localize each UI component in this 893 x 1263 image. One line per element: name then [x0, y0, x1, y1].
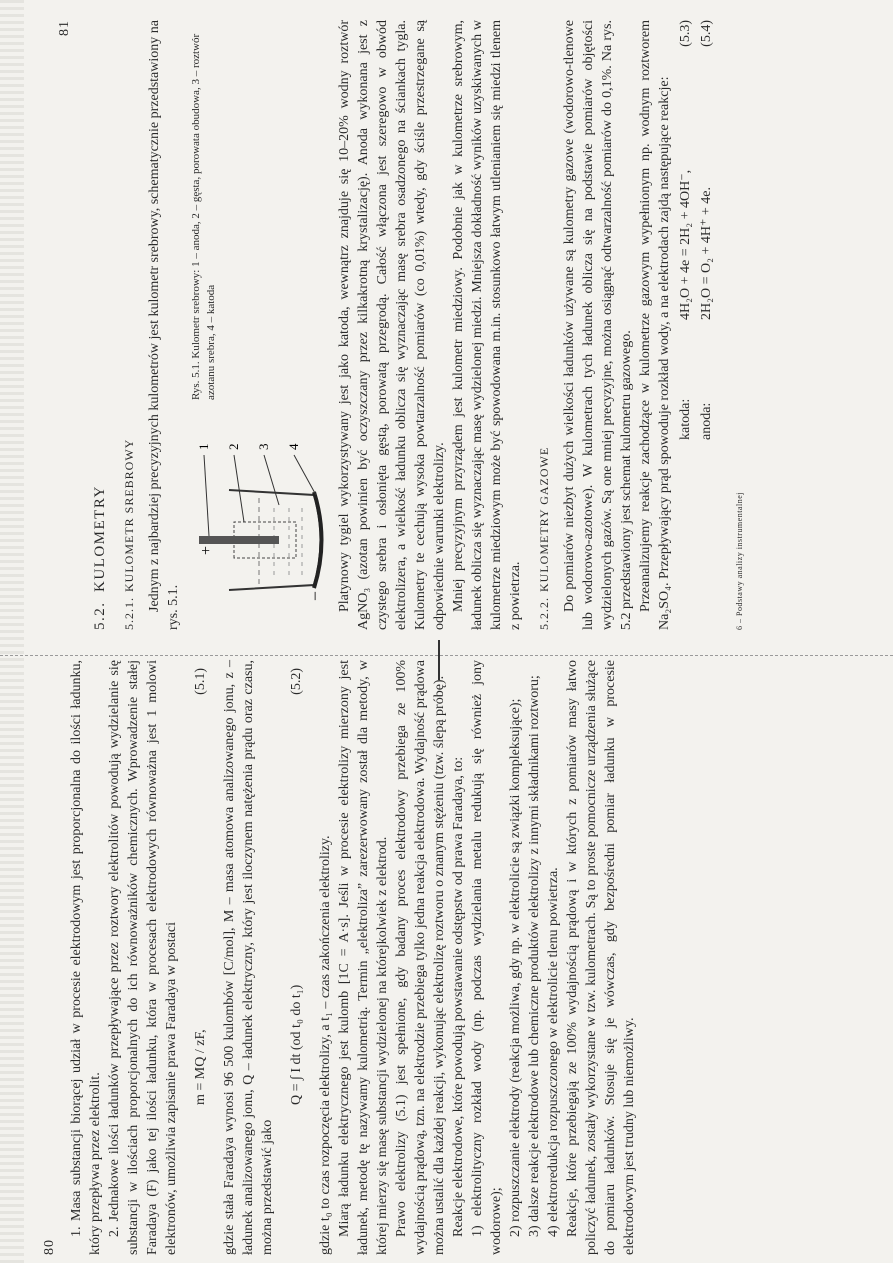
equation-5-1: [191, 660, 210, 1255]
paragraph: 2. Jednakowe ilości ładunków przepływające przez roztwory elektrolitów powodują wydzielanie się substancji w ilościach proporcjonalnych do ich równoważników chemicznych. Wprowadzenie stałej Faradaya (F) jako tej ilości ładunku, która w procesach elektrodowych równoważna jest 1 molowi elektronów, umożliwia zapisanie prawa Faradaya w postaci: [107, 660, 179, 1255]
paragraph: 1. Masa substancji biorącej udział w procesie elektrodowym jest proporcjonalna do ilości ładunku, który przepływa przez elektrolit.: [69, 660, 103, 1255]
paragraph: Miarą ładunku elektrycznego jest kulomb [1C = A·s]. Jeśli w procesie elektrolizy mierzony jest ładunek, metodę tę nazywamy kulometrią. Termin „elektroliza” zarezerwowany został dla metody, w której mierzy się masę substancji wydzielonej na którejkolwiek z elektrod.: [337, 660, 390, 1255]
section-heading: 5.2.KULOMETRY: [92, 485, 108, 630]
page-number: 81: [57, 20, 72, 36]
scan-edge-noise: [0, 0, 24, 1263]
page-81: [55, 20, 845, 630]
page-number: 80: [42, 1239, 57, 1255]
paragraph: gdzie stała Faradaya wynosi 96 500 kulombów [C/mol], M – masa atomowa analizowanego jonu, z – ładunek analizowanego jonu, Q – ładunek elektryczny, który jest iloczynem natężenia prądu oraz czasu, można przedstawić jako: [222, 660, 275, 1255]
page-fold-line: [0, 655, 893, 656]
page-header: [55, 20, 79, 630]
paragraph: Prawo elektrolizy (5.1) jest spełnione, gdy badany proces elektrodowy przebiega ze 100% wydajnością prądową, tzn. na elektrodzie przebiega tylko jedna reakcja elektrodowa. Wydajność prądowa można ustalić dla każdej reakcji, wykonując elektrolizę roztworu o znanym stężeniu (tzw. ślepą próbę).: [394, 660, 447, 1255]
equation-5-2: [287, 660, 306, 1255]
reaction-5-3: [676, 20, 695, 630]
figure-5-1: [189, 20, 329, 630]
reaction-label: katoda:: [678, 398, 693, 440]
reaction-label: anoda:: [699, 402, 714, 440]
paragraph: Przeanalizujemy reakcje zachodzące w kulometrze gazowym wypełnionym np. wodnym roztworem Na₂SO₄. Przepływający prąd spowoduje rozkład wody, a na elektrodach zajdą następujące reakcje:: [638, 20, 672, 630]
figure-caption: Rys. 5.1. Kulometr srebrowy: 1 – anoda, 2 – gęsta, porowata obudowa, 3 – roztwór azotanu srebra, 4 – katoda: [190, 33, 217, 400]
page-footer: 6 – Podstawy analizy instrumentalnej: [735, 492, 744, 630]
paragraph: Mniej precyzyjnym przyrządem jest kulometr miedziowy. Podobnie jak w kulometrze srebrowym, ładunek oblicza się wyznaczając masę wydzielonej miedzi. Mniejsza dokładność wyników uzyskiwanych w kulometrze miedziowym może być spowodowana m.in. stosunkowo łatwym utlenianiem się miedzi tlenem z powietrza.: [451, 20, 523, 630]
equation-number: (5.3): [678, 20, 693, 47]
paragraph: Do pomiarów niezbyt dużych wielkości ładunków używane są kulometry gazowe (wodorowo-tlenowe lub wodorowo-azotowe). W kulometrach tych ładunek oblicza się na podstawie pomiarów objętości wydzielonych gazów. Są one mniej precyzyjne, można osiągnąć odtwarzalność pomiarów do 0,1%. Na rys. 5.2 przedstawiony jest schemat kulometru gazowego.: [562, 20, 634, 630]
list-item: 1) elektrolityczny rozkład wody (np. podczas wydzielania metalu redukują się również jony wodorowe);: [470, 660, 504, 1255]
equation: m = MQ / zF,: [193, 1029, 208, 1105]
figure-label: 2: [226, 443, 241, 450]
paragraph: Reakcje elektrodowe, które powodują powstawanie odstępstw od prawa Faradaya, to:: [451, 756, 466, 1237]
cathode: [314, 492, 322, 588]
paragraph: Reakcje, które przebiegają ze 100% wydajnością prądową i w których z pomiarów masy łatwo policzyć ładunek, zostały wykorzystane w tzw. kulometrach. Są to proste pomocnicze urządzenia służące do pomiaru ładunków. Stosuje się je wówczas, gdy bezpośredni pomiar ładunku w procesie elektrodowym jest trudny lub niemożliwy.: [565, 660, 637, 1255]
subsection-heading: 5.2.2.KULOMETRY GAZOWE: [537, 446, 551, 630]
plus-sign: +: [198, 545, 215, 555]
list-item: 3) dalsze reakcje elektrodowe lub chemiczne produktów elektrolizy z innymi składnikami roztworu;: [527, 675, 542, 1237]
reaction-formula: 2H₂O = O₂ + 4H⁺ + 4e.: [699, 187, 714, 320]
reaction-5-4: [697, 20, 716, 630]
subsection-heading: 5.2.1.KULOMETR SREBROWY: [122, 438, 136, 630]
figure-label: 3: [256, 443, 271, 450]
figure-label: 4: [286, 443, 301, 450]
paragraph: gdzie t₀ to czas rozpoczęcia elektrolizy, a t₁ – czas zakończenia elektrolizy.: [318, 835, 333, 1255]
list-item: 2) rozpuszczanie elektrody (reakcja możliwa, gdy np. w elektrolicie są związki kompleksujące);: [508, 698, 523, 1237]
equation: Q = ∫ I dt (od t₀ do t₁): [289, 984, 304, 1105]
page-80: [40, 660, 840, 1255]
anode-rod: [199, 536, 279, 544]
equation-number: (5.1): [193, 668, 208, 695]
list-item: 4) elektroredukcja rozpuszczonego w elektrolicie tlenu powietrza.: [546, 867, 561, 1237]
reaction-formula: 4H₂O + 4e = 2H₂ + 4OH⁻,: [678, 169, 693, 320]
paragraph: Platynowy tygiel wykorzystywany jest jako katoda, wewnątrz znajduje się 10–20% wodny roztwór AgNO₃ (azotan powinien być oczyszczany przez kilkakrotną krystalizację). Anoda wykonana jest z czystego srebra i osłonięta gęstą, porowatą przegrodą. Całość włączona jest szeregowo w obwód elektrolizera, a wielkość ładunku oblicza się wyznaczając masę srebra osadzonego na ściankach tygla. Kulometry te cechują wysoka powtarzalność pomiarów (co 0,01%) wtedy, gdy ściśle przestrzegane są odpowiednie warunki elektrolizy.: [337, 20, 447, 630]
silver-coulometer-diagram: [189, 410, 329, 630]
equation-number: (5.4): [699, 20, 714, 47]
figure-label: 1: [196, 443, 211, 450]
paragraph: Jednym z najbardziej precyzyjnych kulometrów jest kulometr srebrowy, schematycznie przedstawiony na rys. 5.1.: [147, 20, 181, 630]
minus-sign: –: [306, 592, 323, 600]
equation-number: (5.2): [289, 668, 304, 695]
